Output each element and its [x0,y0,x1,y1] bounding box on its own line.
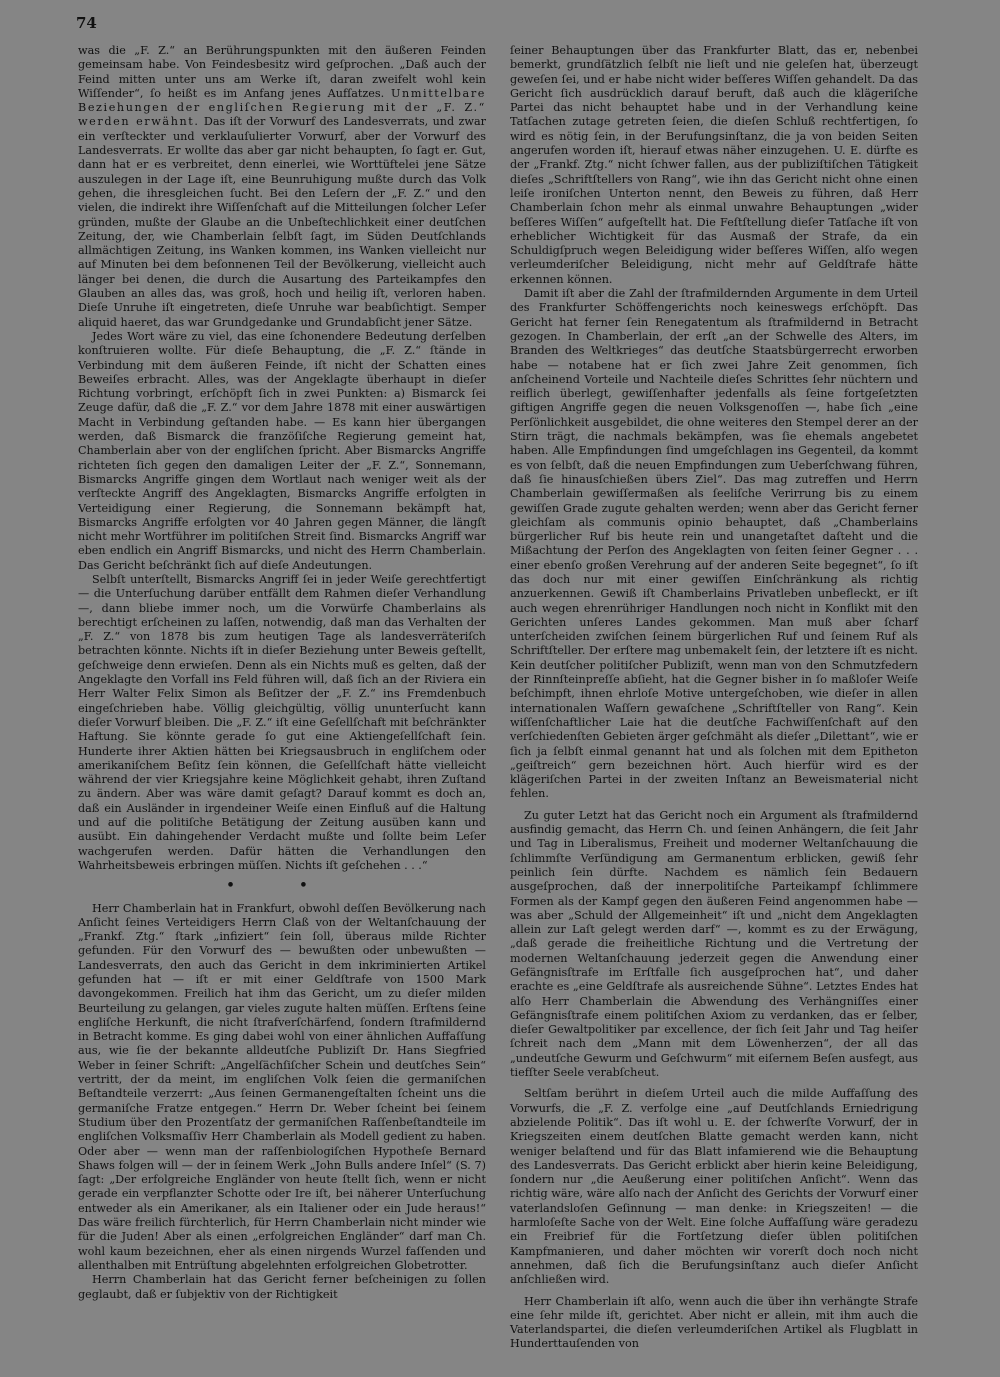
text-run: Das iſt der Vorwurf des Landesverrats, und zwar ein verſteckter und verklauſulierter Vorwurf, aber der Vorwurf des Landesverrats. Er wollte das aber gar nicht behaupten, ſo ſagt er. Gut, dann hat er es verbreitet, denn einerlei, wie Worttüftelei jene Sätze auszulegen in der Lage iſt, eine Beunruhigung mußte durch das Volk gehen, die ihresgleichen ſucht. Bei den Leſern der „F. Z.“ und den vielen, die indirekt ihre Wiſſenſchaft auf die Mitteilungen ſolcher Leſer gründen, mußte der Glaube an die Unbeſtechlichkeit einer deutſchen Zeitung, der, wie Chamberlain ſelbſt ſagt, im Süden Deutſchlands allmächtigen Zeitung, ins Wanken kommen, ins Wanken vielleicht nur auf Minuten bei dem beſonnenen Teil der Bevölkerung, vielleicht auch länger bei denen, die durch die Ausartung des Parteikampfes den Glauben an alles das, was groß, hoch und heilig iſt, verloren haben. Dieſe Unruhe iſt eingetreten, dieſe Unruhe war beabſichtigt. Semper aliquid haeret, das war Grundgedanke und Grundabſicht jener Sätze. [78,115,486,329]
paragraph: Seltſam berührt in dieſem Urteil auch die milde Auffaſſung des Vorwurfs, die „F. Z. verfolge eine „auf Deutſchlands Erniedrigung abzielende Politik“. Das iſt wohl u. E. der ſchwerſte Vorwurf, der in Kriegszeiten einem deutſchen Blatte gemacht werden kann, nicht weniger belaſtend und für das Blatt infamierend wie die Behauptung des Landesverrats. Das Gericht erblickt aber hierin keine Beleidigung, ſondern nur „die Aeußerung einer politiſchen Anſicht“. Wenn das richtig wäre, wäre alſo nach der Anſicht des Gerichts der Vorwurf einer vaterlandsloſen Geſinnung — man denke: in Kriegszeiten! — die harmloſeſte Sache von der Welt. Eine ſolche Auffaſſung wäre geradezu ein Freibrief für die Fortſetzung dieſer üblen politiſchen Kampfmanieren, und daher möchten wir vorerſt doch noch nicht annehmen, daß ſich die Berufungsinſtanz auch dieſer Anſicht anſchließen wird. [510,1087,918,1287]
paragraph: Herr Chamberlain hat in Frankfurt, obwohl deſſen Bevölkerung nach Anſicht ſeines Verteidigers Herrn Claß von der Weltanſchauung der „Frankf. Ztg.“ ſtark „infiziert“ ſein ſoll, überaus milde Richter gefunden. Für den Vorwurf des — bewußten oder unbewußten — Landesverrats, den auch das Gericht in dem inkriminierten Artikel gefunden hat — iſt er mit einer Geldſtrafe von 1500 Mark davongekommen. Freilich hat ihm das Gericht, um zu dieſer milden Beurteilung zu gelangen, gar vieles zugute halten müſſen. Erſtens ſeine engliſche Herkunft, die nicht ſtrafverſchärfend, ſondern ſtrafmildernd in Betracht komme. Es ging dabei wohl von einer ähnlichen Auffaſſung aus, wie ſie der bekannte alldeutſche Publiziſt Dr. Hans Siegfried Weber in ſeiner Schrift: „Angelſächſiſcher Schein und deutſches Sein“ vertritt, der da meint, im engliſchen Volk ſeien die germaniſchen Beſtandteile verzerrt: „Aus ſeinen Germanengeſtalten ſcheint uns die germaniſche Fratze entgegen.“ Herrn Dr. Weber ſcheint bei ſeinem Studium über den Prozentſatz der germaniſchen Raſſenbeſtandteile im engliſchen Volksmaſſiv Herr Chamberlain als Modell gedient zu haben. Oder aber — wenn man der raſſenbiologiſchen Hypotheſe Bernard Shaws folgen will — der in ſeinem Werk „John Bulls andere Inſel“ (S. 7) ſagt: „Der erfolgreiche Engländer von heute ſtellt ſich, wenn er nicht gerade ein verpflanzter Schotte oder Ire iſt, bei näherer Unterſuchung entweder als ein Amerikaner, als ein Italiener oder ein Jude heraus!“ Das wäre freilich fürchterlich, für Herrn Chamberlain nicht minder wie für die Juden! Aber als einen „erfolgreichen Engländer“ darf man Ch. wohl kaum bezeichnen, eher als einen nirgends Wurzel faſſenden und allenthalben mit Entrüſtung abgelehnten erfolgreichen Globetrotter. [78,901,486,1272]
section-separator: • • [226,878,338,894]
paragraph: Jedes Wort wäre zu viel, das eine ſchonendere Bedeutung derſelben konſtruieren wollte. Für dieſe Behauptung, die „F. Z.“ ſtände in Verbindung mit dem äußeren Feinde, iſt nicht der Schatten eines Beweiſes erbracht. Alles, was der Angeklagte überhaupt in dieſer Richtung vorbringt, erſchöpft ſich in zwei Punkten: a) Bismarck ſei Zeuge dafür, daß die „F. Z.“ vor dem Jahre 1878 mit einer auswärtigen Macht in Verbindung geſtanden habe. — Es kann hier übergangen werden, daß Bismarck die franzöſiſche Regierung gemeint hat, Chamberlain aber von der engliſchen ſpricht. Aber Bismarcks Angriffe richteten ſich gegen den damaligen Leiter der „F. Z.“, Sonnemann, Bismarcks Angriffe gingen dem Wortlaut nach weniger weit als der verſteckte Angriff des Angeklagten, Bismarcks Angriffe erfolgten in Verteidigung einer Regierung, die Sonnemann bekämpft hat, Bismarcks Angriffe erfolgten vor 40 Jahren gegen Männer, die längſt nicht mehr Wortführer im politiſchen Streit ſind. Bismarcks Angriff war eben endlich ein Angriff Bismarcks, und nicht des Herrn Chamberlain. Das Gericht beſchränkt ſich auf dieſe Andeutungen. [78,329,486,572]
page-number: 74 [76,14,97,32]
paragraph: Selbſt unterſtellt, Bismarcks Angriff ſei in jeder Weiſe gerechtfertigt — die Unterſuchung darüber entfällt dem Rahmen dieſer Verhandlung —, dann bliebe immer noch, um die Vorwürfe Chamberlains als berechtigt erſcheinen zu laſſen, notwendig, daß man das Verhalten der „F. Z.“ von 1878 bis zum heutigen Tage als landesverräteriſch betrachten könnte. Nichts iſt in dieſer Beziehung unter Beweis geſtellt, geſchweige denn erwieſen. Denn als ein Nichts muß es gelten, daß der Angeklagte den Vorfall ins Feld führen will, daß ſich an der Riviera ein Herr Walter Felix Simon als Beſitzer der „F. Z.“ ins Fremdenbuch eingeſchrieben habe. Völlig gleichgültig, völlig ununterſucht kann dieſer Vorwurf bleiben. Die „F. Z.“ iſt eine Geſellſchaft mit beſchränkter Haftung. Sie könnte gerade ſo gut eine Aktiengeſellſchaft ſein. Hunderte ihrer Aktien hätten bei Kriegsausbruch in engliſchem oder amerikaniſchem Beſitz ſein können, die Geſellſchaft hätte vielleicht während der vier Kriegsjahre keine Möglichkeit gehabt, ihren Zuſtand zu ändern. Aber was wäre damit geſagt? Darauf kommt es doch an, daß ein Ausländer in irgendeiner Weiſe einen Einfluß auf die Haltung und auf die politiſche Betätigung der Zeitung ausüben kann und ausübt. Ein dahingehender Verdacht mußte und ſollte beim Leſer wachgerufen werden. Dafür hätten die Verhandlungen den Wahrheitsbeweis erbringen müſſen. Nichts iſt geſchehen . . .“ [78,572,486,872]
paragraph: Herr Chamberlain iſt alſo, wenn auch die über ihn verhängte Strafe eine ſehr milde iſt, gerichtet. Aber nicht er allein, mit ihm auch die Vaterlandspartei, die dieſen verleumderiſchen Artikel als Flugblatt in Hunderttauſenden von [510,1294,918,1351]
text-run: was die „F. Z.“ an Berührungspunkten mit den äußeren Feinden gemeinsam habe. Von Feindesbesitz wird geſprochen. „Daß auch der Feind mitten unter uns am Werke iſt, daran zweifelt wohl kein Wiſſender“, ſo heißt es im Anfang jenes Aufſatzes. [78,44,486,100]
paragraph [78,44,486,330]
left-column [78,44,486,1302]
paragraph: ſeiner Behauptungen über das Frankfurter Blatt, das er, nebenbei bemerkt, grundſätzlich ſelbſt nie lieſt und nie geleſen hat, überzeugt geweſen ſei, und er habe nicht wider beſſeres Wiſſen gehandelt. Da das Gericht ſich ausdrücklich darauf beruft, daß auch die klägeriſche Partei das nicht behauptet habe und in der Verhandlung keine Tatſachen zutage getreten ſeien, die dieſen Schluß rechtfertigen, ſo wird es nötig ſein, in der Berufungsinſtanz, die ja von beiden Seiten angerufen worden iſt, hierauf etwas näher einzugehen. U. E. dürfte es der „Frankf. Ztg.“ nicht ſchwer fallen, aus der publiziſtiſchen Tätigkeit dieſes „Schriftſtellers von Rang“, wie ihn das Gericht nicht ohne einen leiſe ironiſchen Unterton nennt, den Beweis zu führen, daß Herr Chamberlain ſchon mehr als einmal unwahre Behauptungen „wider beſſeres Wiſſen“ aufgeſtellt hat. Die Feſtſtellung dieſer Tatſache iſt von erheblicher Wichtigkeit für das Ausmaß der Strafe, da ein Schuldigſpruch wegen Beleidigung wider beſſeres Wiſſen, alſo wegen verleumderiſcher Beleidigung, nicht mehr auf Geldſtrafe hätte erkennen können. [510,44,918,286]
right-column [510,44,918,1352]
emphasized-text: Unmittelbare Beziehungen der engliſchen Regierung mit der „F. Z.“ werden erwähnt. [78,86,486,129]
paragraph: Herrn Chamberlain hat das Gericht ferner beſcheinigen zu ſollen geglaubt, daß er ſubjektiv von der Richtigkeit [78,1273,486,1301]
paragraph: Zu guter Letzt hat das Gericht noch ein Argument als ſtrafmildernd ausfindig gemacht, das Herrn Ch. und ſeinen Anhängern, die ſeit Jahr und Tag in Liberalismus, Freiheit und moderner Weltanſchauung die ſchlimmſte Verſündigung am Germanentum erblicken, gewiß ſehr peinlich ſein dürfte. Nachdem es nämlich ſein Bedauern ausgeſprochen, daß der innerpolitiſche Parteikampf ſchlimmere Formen als der Kampf gegen den äußeren Feind angenommen habe — was aber „Schuld der Allgemeinheit“ iſt und „nicht dem Angeklagten allein zur Laſt gelegt werden darf“ —, kommt es zu der Erwägung, „daß gerade die freiheitliche Richtung und die Vertretung der modernen Weltanſchauung jederzeit gegen die Anwendung einer Gefängnisſtrafe im Erſtfalle ſich ausgeſprochen hat“, und daher erachte es „eine Geldſtrafe als ausreichende Sühne“. Letztes Endes hat alſo Herr Chamberlain die Abwendung des Verhängniſſes einer Gefängnisſtrafe einem politiſchen Axiom zu verdanken, das er ſelber, dieſer Gewaltpolitiker par excellence, der ſich ſeit Jahr und Tag heiſer ſchreit nach dem „Mann mit dem Löwenherzen“, der all das „undeutſche Gewurm und Geſchwurm“ mit eiſernem Beſen ausfegt, aus tiefſter Seele verabſcheut. [510,808,918,1080]
paragraph: Damit iſt aber die Zahl der ſtrafmildernden Argumente in dem Urteil des Frankfurter Schöffengerichts noch keineswegs erſchöpft. Das Gericht hat ferner ſein Renegatentum als ſtrafmildernd in Betracht gezogen. In Chamberlain, der erſt „an der Schwelle des Alters, im Branden des Weltkrieges“ das deutſche Staatsbürgerrecht erworben habe — notabene hat er ſich zwei Jahre Zeit genommen, ſich anſcheinend Vorteile und Nachteile dieſes Schrittes ſehr nüchtern und reiflich überlegt, gewiſſenhafter jedenfalls als ſeine fortgeſetzten giftigen Angriffe gegen die neuen Volksgenoſſen —, habe ſich „eine Perſönlichkeit ausgebildet, die ohne weiteres den Stempel derer an der Stirn trägt, die nachmals bekämpfen, was ſie ehemals angebetet haben. Alle Empfindungen ſind umgeſchlagen ins Gegenteil, da kommt es von ſelbſt, daß die neuen Empfindungen zum Ueberſchwang führen, daß ſie hinausſchießen übers Ziel“. Das mag zutreffen und Herrn Chamberlain gewiſſermaßen als ſeeliſche Verirrung bis zu einem gewiſſen Grade zugute gehalten werden; wenn aber das Gericht ferner gleichſam als communis opinio behauptet, daß „Chamberlains bürgerlicher Ruf bis heute rein und unangetaſtet daſteht und die Mißachtung der Perſon des Angeklagten von ſeiten ſeiner Gegner . . . einer ebenſo großen Verehrung auf der anderen Seite begegnet“, ſo iſt das doch nur mit einer gewiſſen Einſchränkung als richtig anzuerkennen. Gewiß iſt Chamberlains Privatleben unbefleckt, er iſt auch wegen ehrenrühriger Handlungen noch nicht in Konflikt mit den Gerichten unſeres Landes gekommen. Man muß aber ſcharf unterſcheiden zwiſchen ſeinem bürgerlichen Ruf und ſeinem Ruf als Schriftſteller. Der erſtere mag unbemakelt ſein, der letztere iſt es nicht. Kein deutſcher politiſcher Publiziſt, wenn man von den Schmutzfedern der Rinnſteinpreſſe abſieht, hat die Gegner bisher in ſo maßloſer Weiſe beſchimpft, ihnen ehrloſe Motive untergeſchoben, wie dieſer in allen internationalen Waſſern gewaſchene „Schriftſteller von Rang“. Kein wiſſenſchaftlicher Laie hat die deutſche Fachwiſſenſchaft auf den verſchiedenſten Gebieten ärger geſchmäht als dieſer „Dilettant“, wie er ſich ja ſelbſt einmal genannt hat und als ſolchen mit dem Epitheton „geiſtreich“ gern bezeichnen hört. Auch hierfür wird es der klägeriſchen Partei in der zweiten Inſtanz an Beweismaterial nicht fehlen. [510,287,918,801]
